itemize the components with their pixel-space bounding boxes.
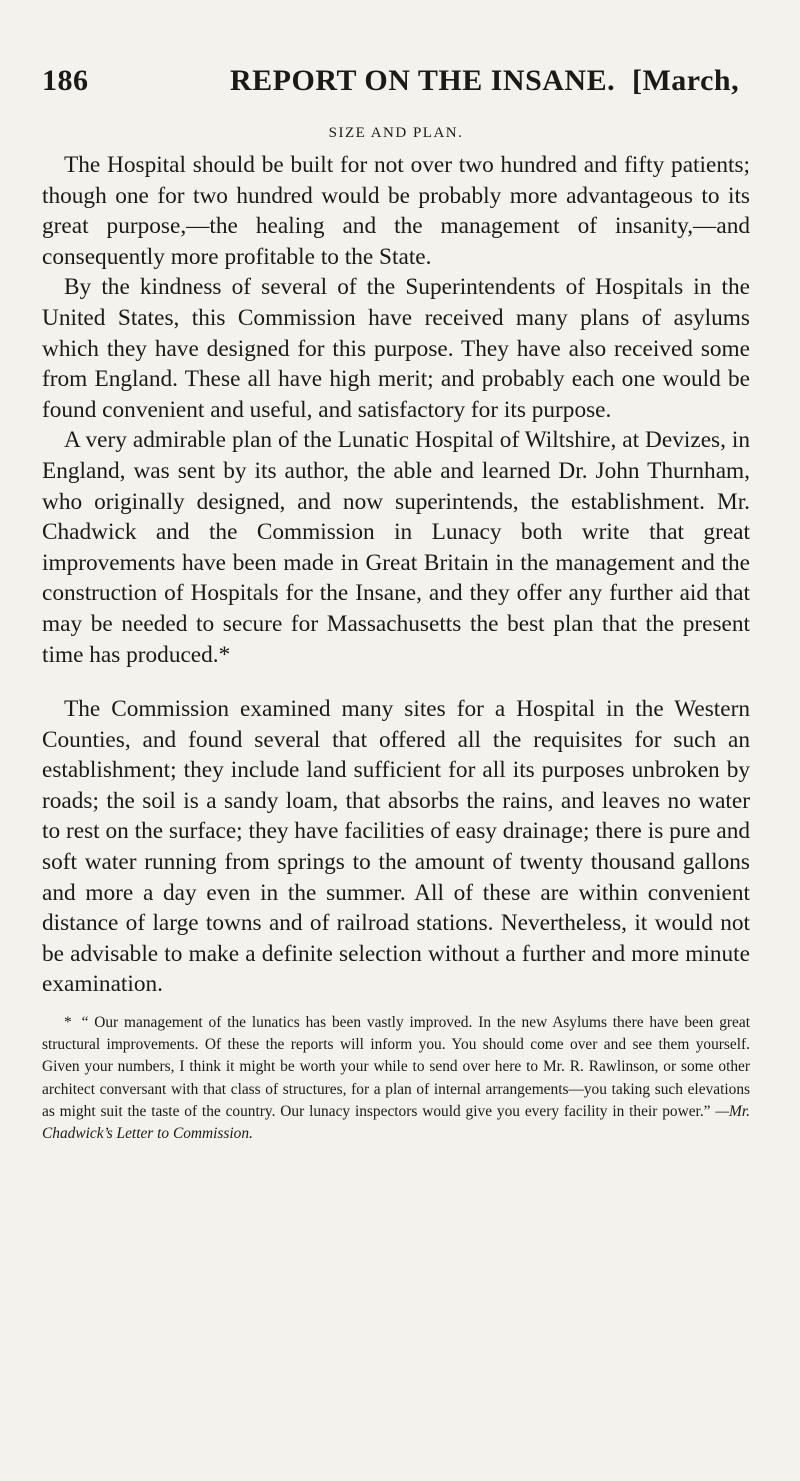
paragraph-wiltshire-plan: A very admirable plan of the Lunatic Hospital of Wiltshire, at Devizes, in England, was sent by its author, the able and learned Dr. John Thurnham, who originally designed, and now superintends, the establishment. Mr. Chadwick and the Commission in Lunacy both write that great improvements have been made in Great Britain in the management and the construction of Hospitals for the Insane, and they offer any further aid that may be needed to secure for Massachusetts the best plan that the present time has produced.*	[42, 427, 750, 668]
running-date: [March,	[632, 64, 740, 97]
paragraph-hospital-size: The Hospital should be built for not over two hundred and fifty patients; though one for two hundred would be probably more advantageous to its great purpose,—the healing and the management of insanity,—and consequently more profitable to the State.	[42, 152, 750, 270]
footnote-signature: —Mr. Chadwick’s Letter to Commission.	[42, 1102, 750, 1143]
section-heading: SIZE AND PLAN.	[328, 125, 464, 141]
running-title: REPORT ON THE INSANE.	[230, 64, 616, 97]
footnote-text: “ Our management of the lunatics has been vastly improved. In the new Asylums there have been great structural improvements. Of these the reports will inform you. You should come over and see them yourself. Given your numbers, I think it might be worth your while to send over here to Mr. R. Rawlinson, or some other architect conversant with that class of structures, for a plan of internal arrangements—you taking such elevations as might suit the taste of the country. Our lunacy inspectors would give you every facility in their power.”	[42, 1014, 750, 1120]
footnote	[42, 1012, 750, 1145]
book-page	[0, 64, 800, 1481]
paragraph-plans-received: By the kindness of several of the Superintendents of Hospitals in the United States, this Commission have received many plans of asylums which they have designed for this purpose. They have also received some from England. These all have high merit; and probably each one would be found convenient and useful, and satisfactory for its purpose.	[42, 274, 750, 423]
footnote-marker: *	[64, 1014, 72, 1032]
running-head	[42, 64, 750, 104]
page-number: 186	[42, 64, 89, 97]
paragraph-western-sites: The Commission examined many sites for a Hospital in the Western Counties, and found several that offered all the requisites for such an establishment; they include land sufficient for all its purposes unbroken by roads; the soil is a sandy loam, that absorbs the rains, and leaves no water to rest on the surface; they have facilities of easy drainage; there is pure and soft water running from springs to the amount of twenty thousand gallons and more a day even in the summer. All of these are within convenient distance of large towns and of railroad stations. Nevertheless, it would not be advisable to make a definite selection without a further and more minute examination.	[42, 696, 750, 998]
